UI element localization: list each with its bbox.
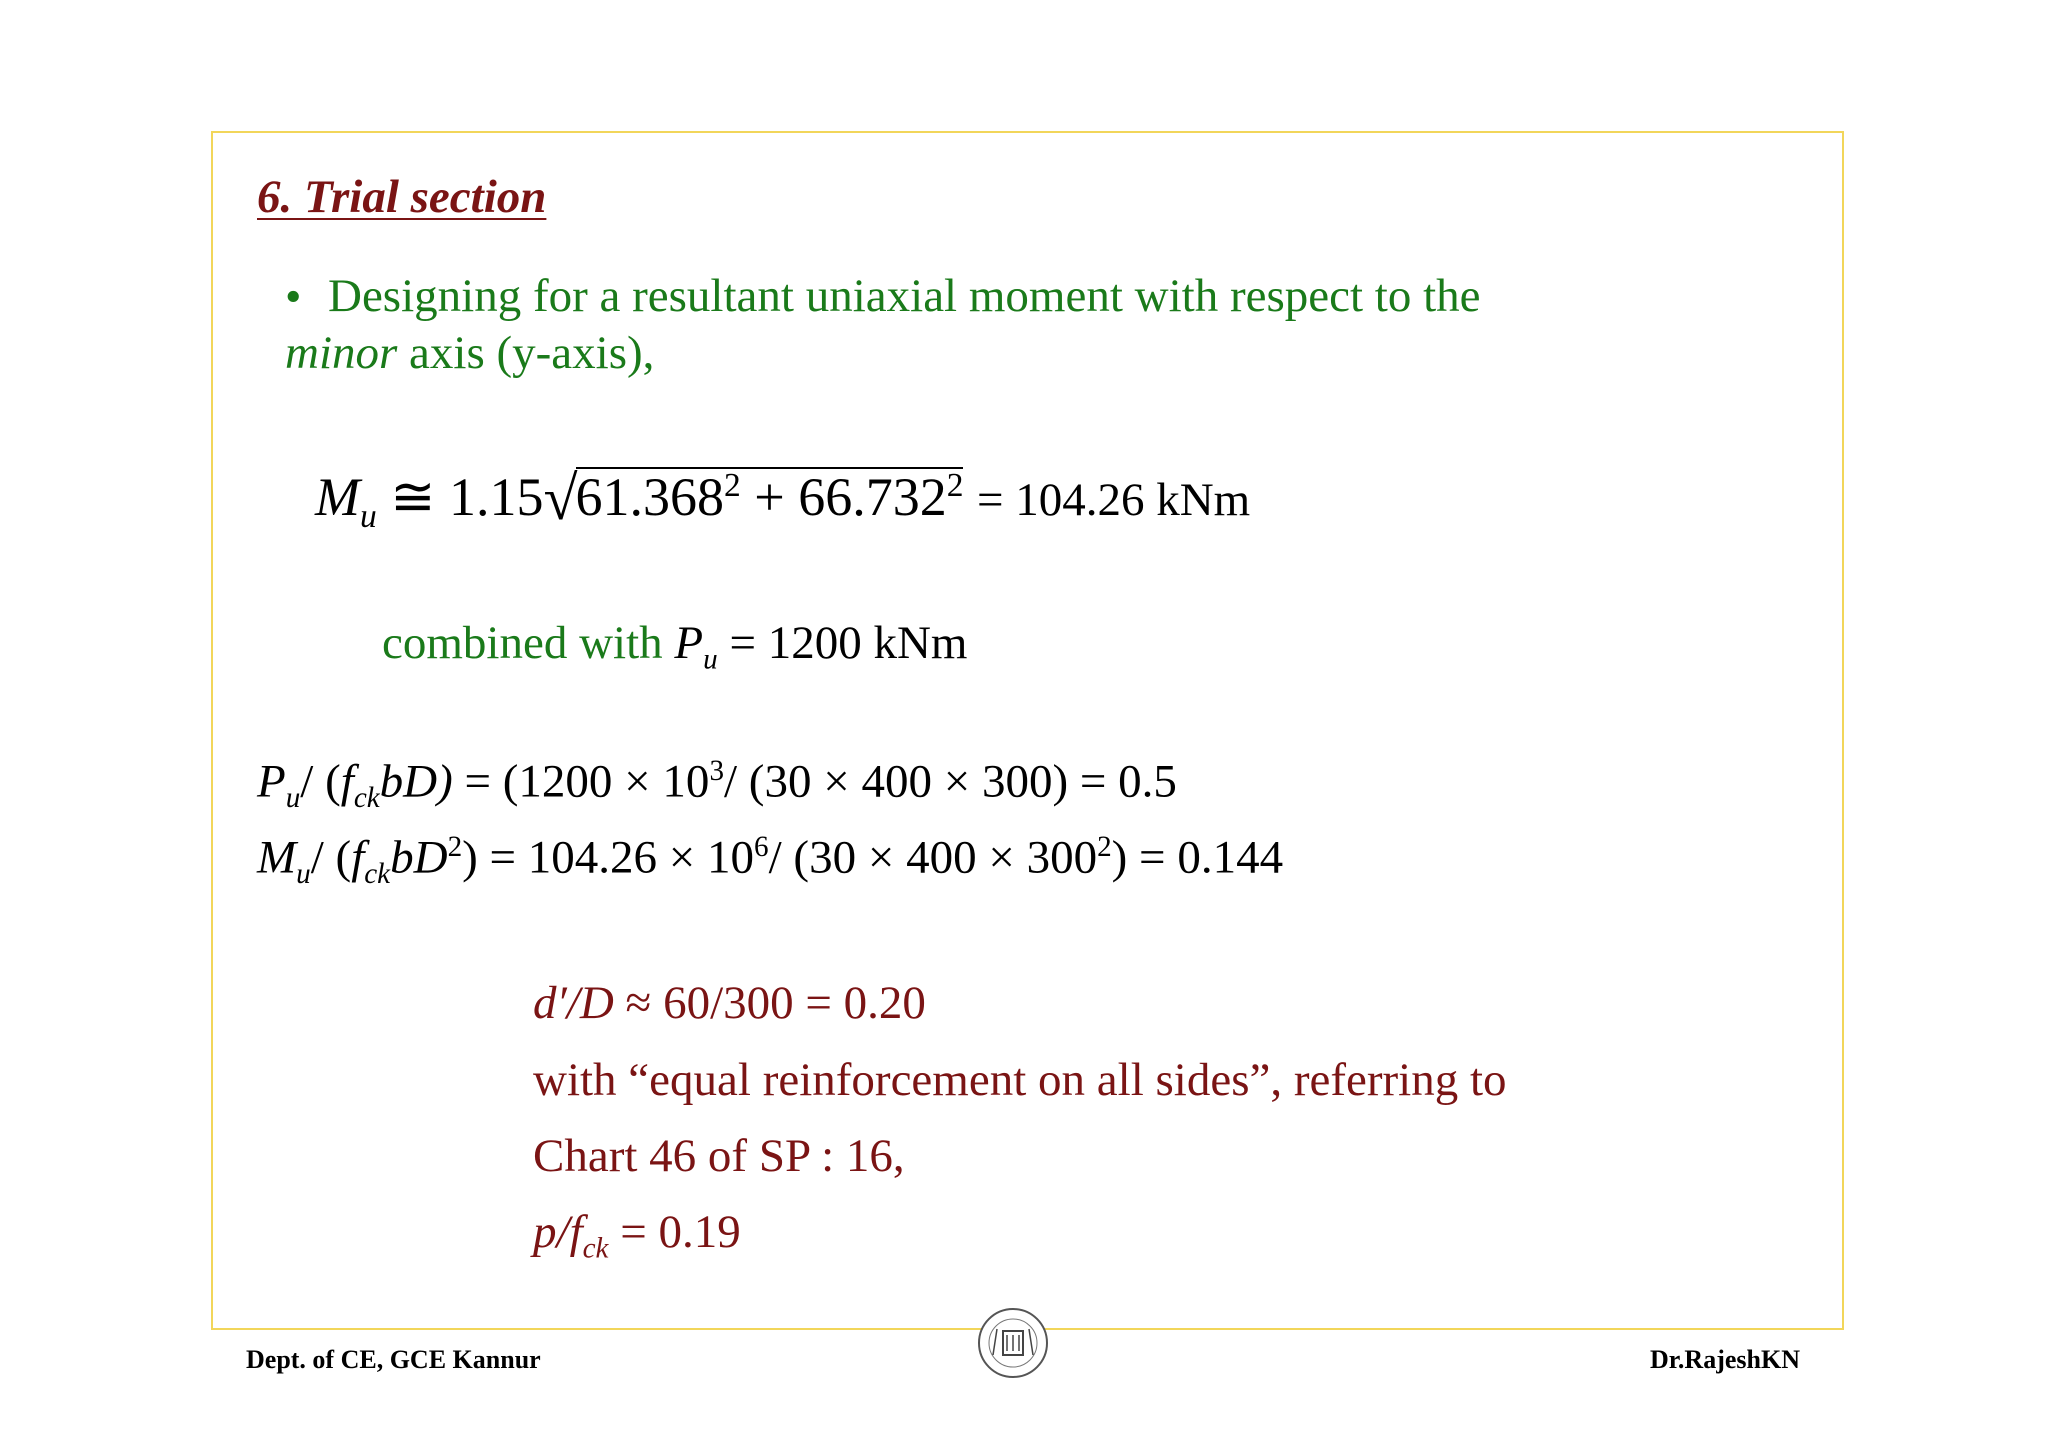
dprime-line: [533, 977, 926, 1029]
pu-rhs: = (1200 × 10: [452, 755, 710, 808]
mu-subscript: u: [359, 497, 377, 535]
mu-equation: [315, 464, 1250, 533]
open-paren: / (: [300, 755, 341, 808]
term-1: 61.368: [575, 467, 724, 527]
bullet-icon: •: [285, 271, 302, 323]
p-sub: u: [285, 782, 301, 815]
mu-rhs-exp2: 2: [1097, 831, 1112, 863]
pu-result: = 1200 kNm: [717, 617, 968, 669]
pu-rhs-exp: 3: [709, 755, 724, 787]
exp-1: 2: [724, 467, 741, 504]
bd-term: bD): [379, 755, 453, 808]
footer-department: Dept. of CE, GCE Kannur: [246, 1345, 541, 1374]
p-symbol: P: [257, 755, 286, 808]
bullet-line-1: Designing for a resultant uniaxial moment with respect to the: [328, 270, 1481, 322]
f-sub: ck: [353, 782, 380, 815]
pu-subscript: u: [703, 643, 718, 676]
combined-line: [382, 617, 968, 676]
m-sub: u: [296, 858, 311, 891]
pu-rhs-tail: / (30 × 400 × 300) = 0.5: [724, 755, 1177, 808]
sqrt-icon: √: [543, 465, 578, 533]
mu-rhs: = 104.26 × 10: [477, 831, 755, 884]
pu-symbol: P: [674, 617, 704, 669]
f-sub: ck: [582, 1232, 609, 1265]
college-emblem-icon: [975, 1305, 1051, 1381]
mu-rhs-tail: ) = 0.144: [1111, 831, 1284, 884]
pfck-rest: = 0.19: [608, 1206, 741, 1258]
close-paren: ): [462, 831, 478, 884]
p-ratio: p/: [533, 1206, 570, 1258]
f-sub: ck: [364, 858, 391, 891]
open-paren: / (: [310, 831, 352, 884]
square-root: [543, 464, 964, 533]
minor-word: minor: [285, 327, 398, 379]
factor: 1.15: [448, 467, 544, 527]
mu-symbol: M: [315, 467, 360, 527]
mu-rhs-exp: 6: [754, 831, 769, 863]
approx-sign: ≅: [390, 467, 436, 527]
combined-text: combined with: [382, 617, 675, 669]
f-symbol: f: [569, 1206, 583, 1258]
dprime-rest: ≈ 60/300 = 0.20: [613, 977, 926, 1029]
radicand: [575, 467, 964, 527]
chart-line: Chart 46 of SP : 16,: [533, 1130, 905, 1182]
bullet-line-2: [285, 327, 655, 379]
exp-2: 2: [946, 467, 964, 504]
pfck-line: [533, 1206, 741, 1265]
bd-term: bD: [390, 831, 448, 884]
mu-result: = 104.26 kNm: [976, 474, 1251, 526]
plus-sign: +: [754, 467, 785, 527]
axis-text: axis (y-axis),: [397, 327, 655, 379]
footer-author: Dr.RajeshKN: [1650, 1345, 1800, 1374]
bd-exp: 2: [447, 831, 463, 863]
mu-rhs-mid: / (30 × 400 × 300: [768, 831, 1098, 884]
section-heading: 6. Trial section: [257, 171, 547, 223]
term-2: 66.732: [798, 467, 947, 527]
reinforcement-line: with “equal reinforcement on all sides”, referring to: [533, 1054, 1507, 1106]
m-symbol: M: [257, 831, 297, 884]
mu-ratio-line: [257, 833, 1283, 889]
f-symbol: f: [351, 831, 365, 884]
pu-ratio-line: [257, 757, 1177, 813]
f-symbol: f: [340, 755, 354, 808]
dprime-lhs: d′/D: [533, 977, 614, 1029]
